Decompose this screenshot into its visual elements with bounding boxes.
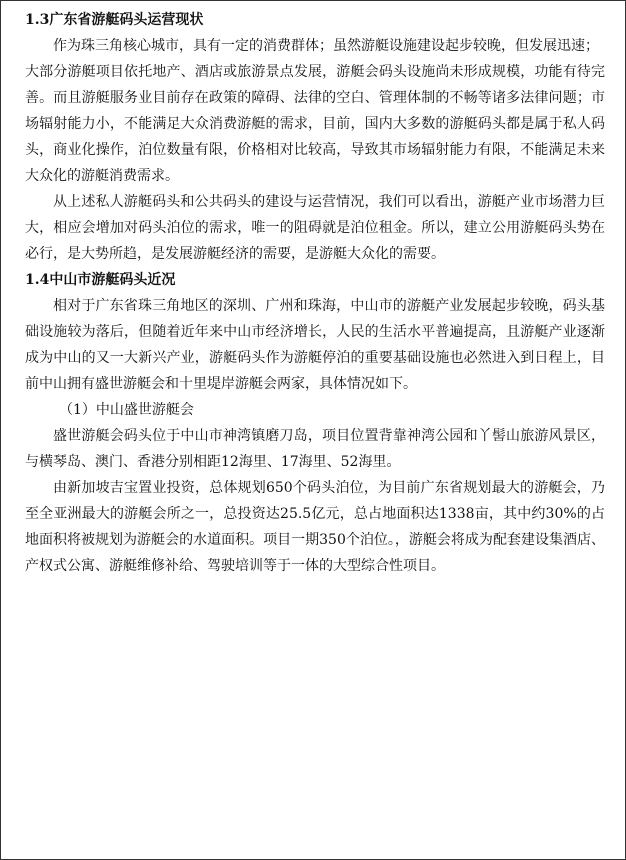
section-1-4-paragraph-2: 盛世游艇会码头位于中山市神湾镇磨刀岛，项目位置背靠神湾公园和丫髻山旅游风景区，与横琴岛、澳门、香港分别相距12海里、17海里、52海里。 bbox=[25, 428, 605, 470]
section-1-4-paragraph-1: 相对于广东省珠三角地区的深圳、广州和珠海，中山市的游艇产业发展起步较晚，码头基础设施较为落后，但随着近年来中山市经济增长，人民的生活水平普遍提高，且游艇产业逐渐成为中山的又一大新兴产业，游艇码头作为游艇停泊的重要基础设施也必然进入到日程上，目前中山拥有盛世游艇会和十里堤岸游艇会两家，具体情况如下。 bbox=[25, 298, 605, 392]
section-1-3-paragraph-1: 作为珠三角核心城市，具有一定的消费群体；虽然游艇设施建设起步较晚，但发展迅速； bbox=[53, 38, 599, 54]
section-1-3-title: 1.3广东省游艇码头运营现状 bbox=[25, 12, 204, 28]
section-1-4-paragraph-3: 由新加坡吉宝置业投资，总体规划650个码头泊位，为目前广东省规划最大的游艇会，乃至全亚洲最大的游艇会所之一，总投资达25.5亿元，总占地面积达1338亩，其中约30%的占地面积将被规划为游艇会的水道面积。项目一期350个泊位。，游艇会将成为配套建设集酒店、产权式公寓、游艇维修补给、驾驶培训等于一体的大型综合性项目。 bbox=[25, 480, 605, 574]
subsection-title: （1）中山盛世游艇会 bbox=[59, 402, 194, 418]
section-1-3-paragraph-2: 大部分游艇项目依托地产、酒店或旅游景点发展，游艇会码头设施尚未形成规模，功能有待完善。而且游艇服务业目前存在政策的障碍、法律的空白、管理体制的不畅等诸多法律问题；市场辐射能力小，不能满足大众消费游艇的需求，目前，国内大多数的游艇码头都是属于私人码头，商业化操作，泊位数量有限，价格相对比较高，导致其市场辐射能力有限，不能满足未来大众化的游艇消费需求。 bbox=[25, 64, 605, 184]
section-1-3-paragraph-3: 从上述私人游艇码头和公共码头的建设与运营情况，我们可以看出，游艇产业市场潜力巨大，相应会增加对码头泊位的需求，唯一的阻碍就是泊位租金。所以，建立公用游艇码头势在必行，是大势所趋，是发展游艇经济的需要，是游艇大众化的需要。 bbox=[25, 194, 605, 262]
document-body bbox=[25, 7, 605, 579]
section-1-4-title: 1.4中山市游艇码头近况 bbox=[25, 272, 176, 288]
